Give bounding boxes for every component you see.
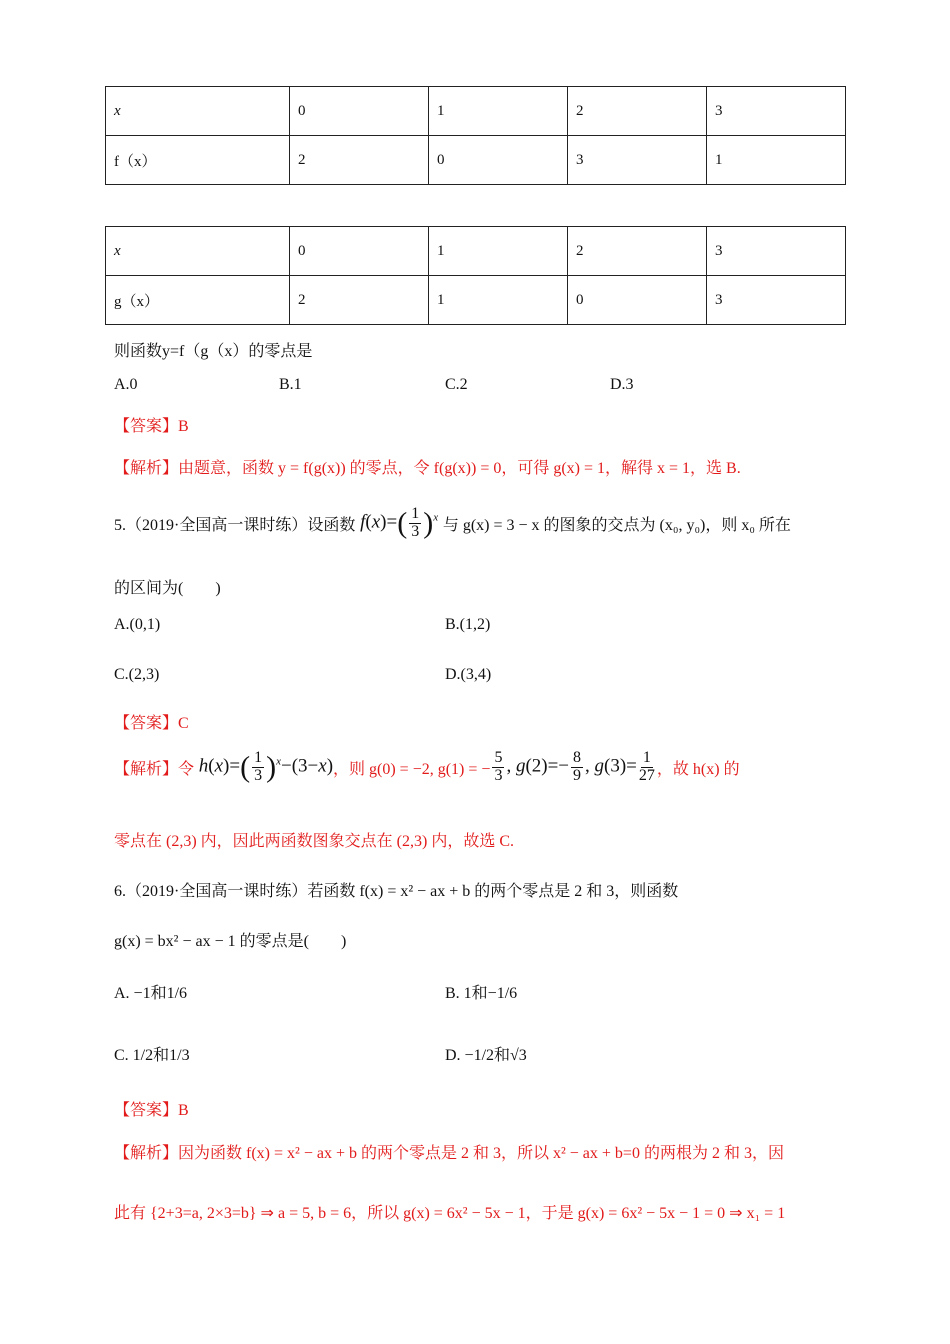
table-row [106, 87, 846, 136]
q4-option-a: A.0 [114, 376, 138, 393]
table-cell: 3 [707, 87, 846, 136]
q6-analysis-line2: 此有 {2+3=a, 2×3=b} ⇒ a = 5, b = 6，所以 g(x) = 6x² − 5x − 1，于是 g(x) = 6x² − 5x − 1 = 0 ⇒ x₁ = 1 [114, 1205, 786, 1222]
q5-answer [114, 710, 189, 733]
q6-analysis [114, 1140, 784, 1163]
table-cell: 1 [429, 227, 568, 276]
q4-option-b: B.1 [279, 376, 302, 393]
analysis-text: 因为函数 f(x) = x² − ax + b 的两个零点是 2 和 3，所以 x² − ax + b=0 的两根为 2 和 3，因 [178, 1145, 784, 1162]
analysis-tag: 【解析】 [114, 1145, 179, 1162]
q6-option-a: A. −1和1/6 [114, 985, 188, 1002]
table-cell: 1 [429, 87, 568, 136]
table-row [106, 227, 846, 276]
q5-fx-formula: f(x)=( $\frac{1}{3}$ )$^x$ [360, 505, 439, 540]
answer-tag: 【答案】 [114, 418, 179, 435]
q4-option-d: D.3 [610, 376, 634, 393]
q4-stem: 则函数y=f（g（x）的零点是 [114, 343, 313, 360]
analysis-tag: 【解析】 [114, 760, 179, 778]
table-cell: 0 [429, 136, 568, 185]
q5-option-b: B.(1,2) [445, 616, 491, 633]
table-cell: 0 [290, 227, 429, 276]
q5-stem-pre: 5.（2019·全国高一课时练）设函数 [114, 516, 356, 534]
q5-values-formula: $\frac{5}{3}$ , g(2)=− $\frac{8}{9}$ , g(3)= $\frac{1}{27}$ [494, 749, 655, 784]
table-cell: 3 [707, 227, 846, 276]
q6-option-d: D. −1/2和√3 [445, 1047, 527, 1064]
table-g [105, 226, 846, 325]
q5-option-d: D.(3,4) [445, 666, 492, 683]
q5-hx-formula: h(x)=( $\frac{1}{3}$ )$^x$−(3−x) [198, 749, 334, 784]
table-cell: 2 [290, 136, 429, 185]
q5-stem [114, 506, 791, 541]
analysis-text: 由题意，函数 y = f(g(x)) 的零点，令 f(g(x)) = 0，可得 g(x) = 1，解得 x = 1，选 B. [178, 460, 741, 477]
q6-option-b: B. 1和−1/6 [445, 985, 518, 1002]
table-cell: 2 [290, 276, 429, 325]
q5-option-a: A.(0,1) [114, 616, 161, 633]
table-cell: x [106, 227, 290, 276]
analysis-text-mid: ，则 g(0) = −2, g(1) = − [333, 760, 491, 778]
answer-tag: 【答案】 [114, 715, 179, 732]
q6-stem-2: g(x) = bx² − ax − 1 的零点是( ) [114, 933, 347, 950]
q4-answer [114, 413, 189, 436]
table-cell: 0 [290, 87, 429, 136]
analysis-text-end: ，故 h(x) 的 [656, 760, 740, 778]
q4-option-c: C.2 [445, 376, 468, 393]
q6-stem-1: 6.（2019·全国高一课时练）若函数 f(x) = x² − ax + b 的两个零点是 2 和 3，则函数 [114, 883, 679, 900]
table-cell: 2 [568, 227, 707, 276]
table-cell: 3 [568, 136, 707, 185]
table-cell: 1 [429, 276, 568, 325]
q5-analysis [114, 750, 740, 785]
table-f [105, 86, 846, 185]
table-cell: f（x） [106, 136, 290, 185]
table-cell: g（x） [106, 276, 290, 325]
answer-value: B [178, 418, 189, 435]
table-cell: x [106, 87, 290, 136]
table-cell: 1 [707, 136, 846, 185]
table-row [106, 136, 846, 185]
answer-value: B [178, 1102, 189, 1119]
answer-tag: 【答案】 [114, 1102, 179, 1119]
table-cell: 2 [568, 87, 707, 136]
analysis-tag: 【解析】 [114, 460, 179, 477]
q5-stem-line2: 的区间为( ) [114, 580, 221, 597]
q5-stem-mid: 与 g(x) = 3 − x 的图象的交点为 (x₀, y₀)，则 x₀ 所在 [442, 516, 791, 534]
q4-analysis [114, 455, 741, 478]
q6-answer [114, 1097, 189, 1120]
q5-option-c: C.(2,3) [114, 666, 160, 683]
q6-option-c: C. 1/2和1/3 [114, 1047, 190, 1064]
q5-analysis-line2: 零点在 (2,3) 内，因此两函数图象交点在 (2,3) 内，故选 C. [114, 833, 514, 850]
table-row [106, 276, 846, 325]
table-cell: 3 [707, 276, 846, 325]
answer-value: C [178, 715, 189, 732]
table-cell: 0 [568, 276, 707, 325]
analysis-text-pre: 令 [178, 760, 195, 778]
